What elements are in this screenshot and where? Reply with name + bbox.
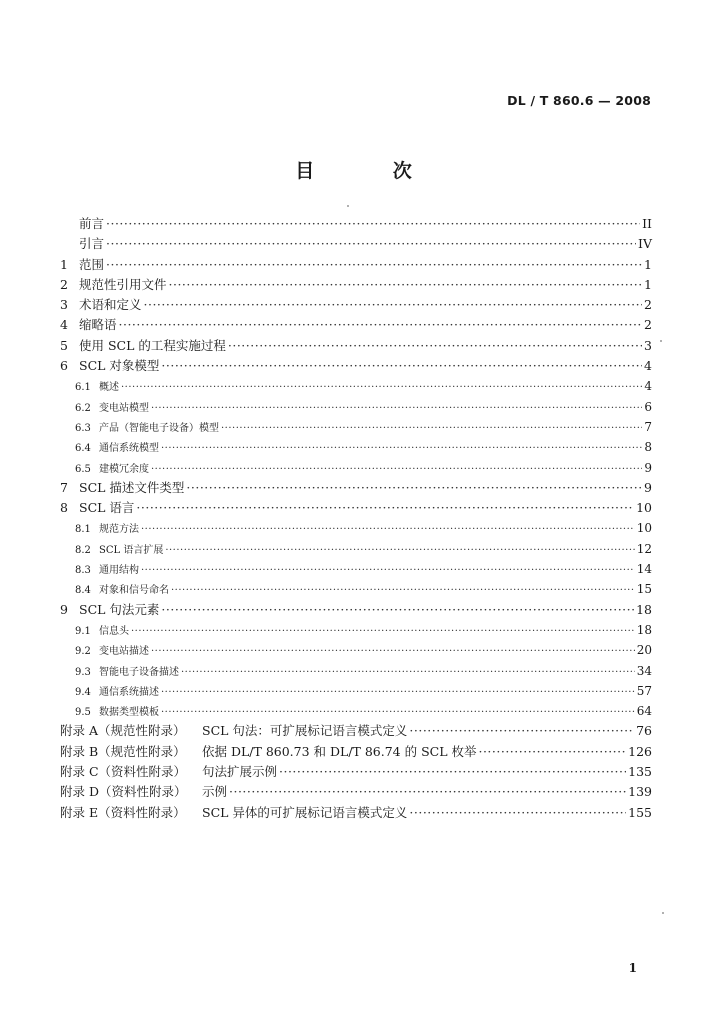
toc-subentry[interactable] bbox=[60, 579, 652, 599]
toc-entry-label: 变电站描述 bbox=[99, 646, 149, 658]
scan-speck bbox=[662, 912, 664, 914]
dot-leader bbox=[161, 356, 642, 376]
toc-entry-label: 通信系统模型 bbox=[99, 443, 159, 455]
toc-entry-number: 8.3 bbox=[75, 565, 91, 577]
toc-entry-label: SCL 语言 bbox=[79, 500, 135, 516]
toc-entry[interactable] bbox=[60, 315, 652, 335]
toc-appendix-entry[interactable] bbox=[60, 803, 652, 823]
scan-speck bbox=[660, 340, 662, 342]
toc-entry-page: 3 bbox=[644, 337, 652, 353]
toc-subentry[interactable] bbox=[60, 518, 652, 538]
toc-entry-page: 10 bbox=[636, 521, 652, 536]
toc-subentry[interactable] bbox=[60, 376, 652, 396]
dot-leader bbox=[161, 683, 635, 703]
dot-leader bbox=[165, 541, 634, 561]
toc-entry-page: 1 bbox=[644, 256, 652, 272]
toc-subentry[interactable] bbox=[60, 620, 652, 640]
toc-entry-label: 术语和定义 bbox=[79, 297, 142, 313]
toc-appendix-entry[interactable] bbox=[60, 721, 652, 741]
scan-speck bbox=[347, 205, 349, 207]
toc-entry-label: 变电站模型 bbox=[99, 402, 149, 414]
dot-leader bbox=[409, 803, 626, 823]
appendix-page: 126 bbox=[628, 743, 652, 759]
toc-entry-number: 6.4 bbox=[75, 443, 91, 455]
toc-subentry[interactable] bbox=[60, 437, 652, 457]
toc-appendix-entry[interactable] bbox=[60, 782, 652, 802]
toc-entry-label: 通信系统描述 bbox=[99, 686, 159, 698]
toc-subentry[interactable] bbox=[60, 539, 652, 559]
dot-leader bbox=[478, 742, 626, 762]
toc-entry-number: 8.1 bbox=[75, 524, 91, 536]
toc-entry-label: 规范性引用文件 bbox=[79, 276, 167, 292]
dot-leader bbox=[229, 782, 626, 802]
toc-entry-label: SCL 句法元素 bbox=[79, 601, 160, 617]
toc-entry[interactable] bbox=[60, 255, 652, 275]
dot-leader bbox=[144, 295, 643, 315]
toc-entry[interactable] bbox=[60, 478, 652, 498]
toc-entry-number: 4 bbox=[60, 317, 68, 333]
toc-subentry[interactable] bbox=[60, 559, 652, 579]
toc-entry-number: 9.2 bbox=[75, 646, 91, 658]
toc-entry[interactable] bbox=[60, 234, 652, 254]
toc-entry-page: 9 bbox=[644, 460, 652, 475]
toc-entry-label: 智能电子设备描述 bbox=[99, 666, 179, 678]
dot-leader bbox=[106, 234, 636, 254]
toc-subentry[interactable] bbox=[60, 417, 652, 437]
toc-entry-label: 产品（智能电子设备）模型 bbox=[99, 422, 219, 434]
dot-leader bbox=[136, 498, 634, 518]
toc-entry-page: 4 bbox=[644, 379, 652, 394]
toc-entry-number: 9.1 bbox=[75, 625, 91, 637]
toc-entry[interactable] bbox=[60, 498, 652, 518]
appendix-label: SCL 异体的可扩展标记语言模式定义 bbox=[202, 804, 408, 820]
toc-entry-label: 引言 bbox=[79, 236, 105, 252]
dot-leader bbox=[151, 642, 635, 662]
dot-leader bbox=[221, 419, 642, 439]
appendix-page: 135 bbox=[628, 764, 652, 780]
toc-entry-label: 概述 bbox=[99, 382, 119, 394]
toc-entry-page: 2 bbox=[644, 317, 652, 333]
appendix-page: 76 bbox=[636, 723, 652, 739]
dot-leader bbox=[169, 275, 643, 295]
page-number: 1 bbox=[628, 961, 637, 975]
dot-leader bbox=[161, 600, 634, 620]
toc-subentry[interactable] bbox=[60, 701, 652, 721]
appendix-label: SCL 句法：可扩展标记语言模式定义 bbox=[202, 723, 408, 739]
appendix-name: 附录 E（资料性附录） bbox=[60, 804, 186, 820]
toc-entry-page: 10 bbox=[636, 500, 652, 516]
toc-entry-number: 9 bbox=[60, 601, 68, 617]
dot-leader bbox=[131, 622, 635, 642]
toc-entry[interactable] bbox=[60, 214, 652, 234]
toc-entry-page: 15 bbox=[636, 582, 652, 597]
appendix-page: 139 bbox=[628, 784, 652, 800]
toc-subentry[interactable] bbox=[60, 661, 652, 681]
toc-entry-page: IV bbox=[638, 236, 652, 252]
toc-entry-page: 8 bbox=[644, 440, 652, 455]
toc-entry-number: 8.2 bbox=[75, 544, 91, 556]
toc-entry-page: 4 bbox=[644, 358, 652, 374]
table-of-contents bbox=[60, 214, 652, 823]
toc-entry-page: 64 bbox=[636, 704, 652, 719]
appendix-label: 依据 DL/T 860.73 和 DL/T 86.74 的 SCL 枚举 bbox=[202, 743, 477, 759]
toc-entry-number: 6 bbox=[60, 358, 68, 374]
toc-entry-number: 9.4 bbox=[75, 686, 91, 698]
toc-entry-page: 2 bbox=[644, 297, 652, 313]
toc-entry[interactable] bbox=[60, 275, 652, 295]
toc-entry-number: 5 bbox=[60, 337, 68, 353]
dot-leader bbox=[228, 336, 642, 356]
dot-leader bbox=[161, 703, 635, 723]
dot-leader bbox=[161, 439, 642, 459]
toc-entry-label: SCL 语言扩展 bbox=[99, 544, 164, 556]
toc-entry-page: 34 bbox=[636, 663, 652, 678]
toc-subentry[interactable] bbox=[60, 458, 652, 478]
toc-entry-label: 建模冗余度 bbox=[99, 463, 149, 475]
toc-entry-page: 12 bbox=[636, 541, 652, 556]
toc-entry-page: 18 bbox=[636, 622, 652, 637]
toc-entry-label: 对象和信号命名 bbox=[99, 585, 169, 597]
toc-entry-number: 1 bbox=[60, 256, 68, 272]
toc-entry[interactable] bbox=[60, 600, 652, 620]
appendix-name: 附录 D（资料性附录） bbox=[60, 784, 187, 800]
toc-entry-number: 6.3 bbox=[75, 422, 91, 434]
toc-subentry[interactable] bbox=[60, 681, 652, 701]
toc-entry-label: 范围 bbox=[79, 256, 105, 272]
dot-leader bbox=[106, 214, 640, 234]
dot-leader bbox=[279, 762, 626, 782]
appendix-name: 附录 C（资料性附录） bbox=[60, 764, 187, 780]
toc-appendix-entry[interactable] bbox=[60, 762, 652, 782]
toc-entry-page: II bbox=[642, 216, 652, 231]
toc-entry-label: SCL 描述文件类型 bbox=[79, 479, 185, 495]
dot-leader bbox=[119, 315, 643, 335]
toc-entry[interactable] bbox=[60, 336, 652, 356]
toc-entry-number: 6.2 bbox=[75, 402, 91, 414]
toc-entry-number: 3 bbox=[60, 297, 68, 313]
toc-entry-page: 14 bbox=[636, 562, 652, 577]
toc-entry-page: 9 bbox=[644, 479, 652, 495]
toc-entry-page: 6 bbox=[644, 399, 652, 414]
toc-entry-page: 1 bbox=[644, 276, 652, 292]
toc-entry-label: 缩略语 bbox=[79, 317, 117, 333]
dot-leader bbox=[141, 520, 635, 540]
dot-leader bbox=[151, 399, 642, 419]
dot-leader bbox=[181, 663, 635, 683]
toc-entry-number: 8 bbox=[60, 500, 68, 516]
toc-entry[interactable] bbox=[60, 295, 652, 315]
toc-entry-label: 使用 SCL 的工程实施过程 bbox=[79, 337, 226, 353]
toc-subentry[interactable] bbox=[60, 397, 652, 417]
toc-entry-number: 2 bbox=[60, 276, 68, 292]
toc-entry-label: 信息头 bbox=[99, 625, 129, 637]
toc-entry-number: 9.5 bbox=[75, 707, 91, 719]
dot-leader bbox=[121, 378, 642, 398]
appendix-name: 附录 A（规范性附录） bbox=[60, 723, 186, 739]
toc-entry-label: 通用结构 bbox=[99, 565, 139, 577]
toc-entry-label: SCL 对象模型 bbox=[79, 358, 160, 374]
dot-leader bbox=[409, 721, 634, 741]
toc-entry[interactable] bbox=[60, 356, 652, 376]
dot-leader bbox=[171, 581, 635, 601]
toc-entry-page: 18 bbox=[636, 601, 652, 617]
toc-entry-page: 7 bbox=[644, 419, 652, 434]
toc-entry-label: 前言 bbox=[79, 216, 105, 231]
dot-leader bbox=[106, 255, 642, 275]
standard-id: DL / T 860.6 — 2008 bbox=[507, 93, 651, 108]
appendix-page: 155 bbox=[628, 804, 652, 820]
dot-leader bbox=[141, 561, 635, 581]
toc-entry-number: 9.3 bbox=[75, 666, 91, 678]
toc-entry-number: 8.4 bbox=[75, 585, 91, 597]
dot-leader bbox=[151, 460, 642, 480]
dot-leader bbox=[186, 478, 642, 498]
toc-subentry[interactable] bbox=[60, 640, 652, 660]
toc-appendix-entry[interactable] bbox=[60, 742, 652, 762]
toc-entry-label: 数据类型模板 bbox=[99, 707, 159, 719]
toc-entry-number: 6.1 bbox=[75, 382, 91, 394]
toc-entry-page: 57 bbox=[636, 683, 652, 698]
toc-entry-label: 规范方法 bbox=[99, 524, 139, 536]
appendix-label: 句法扩展示例 bbox=[202, 764, 278, 780]
toc-entry-number: 7 bbox=[60, 479, 68, 495]
appendix-label: 示例 bbox=[202, 784, 228, 800]
page-title: 目 次 bbox=[295, 160, 448, 182]
toc-entry-number: 6.5 bbox=[75, 463, 91, 475]
toc-entry-page: 20 bbox=[636, 643, 652, 658]
appendix-name: 附录 B（规范性附录） bbox=[60, 743, 186, 759]
